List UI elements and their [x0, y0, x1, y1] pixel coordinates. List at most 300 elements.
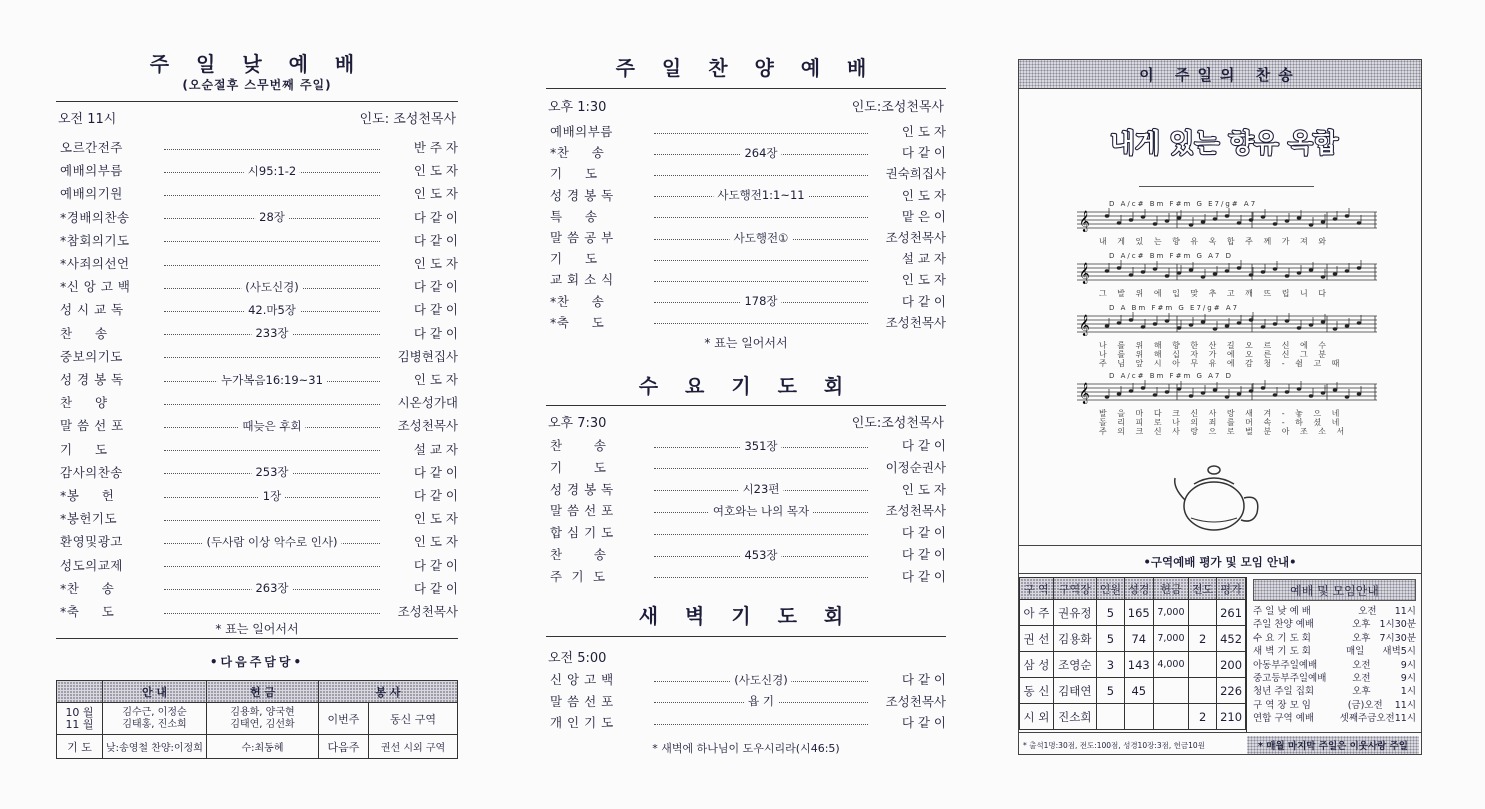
duty-service-when: 다음주 [319, 735, 369, 759]
group-bible-cell: 143 [1124, 652, 1153, 678]
duty-row-label: 기 도 [57, 735, 103, 759]
music-note [1213, 327, 1218, 330]
music-note [1225, 395, 1230, 398]
schedule-panel [1246, 577, 1422, 732]
order-item-label: 찬 송 [550, 438, 607, 453]
music-note [1261, 386, 1266, 389]
leader-dots [654, 534, 868, 535]
leader-dots [654, 260, 868, 261]
group-row [1020, 652, 1246, 678]
group-area-cell: 동 신 [1020, 678, 1054, 704]
group-evang-cell: 2 [1189, 704, 1217, 730]
group-evaluation-table [1019, 577, 1246, 730]
hymn-title-logo [1109, 108, 1339, 178]
leader-dots [164, 488, 380, 503]
praise-leader: 인도:조성천목사 [851, 100, 944, 115]
order-row [546, 247, 946, 269]
order-item-label: 성 경 봉 독 [60, 372, 124, 387]
order-item-label: 감사의찬송 [60, 464, 123, 480]
leader-dots [164, 534, 380, 549]
order-row [56, 182, 458, 204]
music-note [1225, 214, 1230, 217]
leader-dots [164, 265, 380, 266]
leader-dots [654, 133, 868, 134]
order-item-label: 찬 송 [60, 325, 108, 341]
lyric-line: 주 의 크 신 사 랑 으 로 벌 분 아 조 소 서 [1099, 427, 1349, 436]
order-row [56, 298, 458, 320]
wednesday-time: 오후 7:30 [548, 416, 607, 431]
order-item-label: 환영및광고 [60, 534, 123, 550]
music-note [1333, 388, 1338, 391]
order-item-label: 신 앙 고 백 [550, 672, 614, 687]
music-note [1273, 393, 1278, 396]
order-item-person: 인 도 자 [901, 187, 946, 203]
leader-dots [164, 195, 380, 196]
schedule-name: 새 벽 기 도 회 [1253, 646, 1311, 658]
music-note [1321, 320, 1326, 323]
music-note [1201, 220, 1206, 223]
order-row [546, 184, 946, 206]
order-row [546, 226, 946, 248]
order-row [546, 565, 946, 587]
group-offering-cell: 7,000 [1153, 626, 1188, 652]
order-row [56, 275, 458, 297]
music-note [1357, 321, 1362, 324]
group-evaluation-title: •구역예배 평가 및 모임 안내• [1143, 555, 1297, 569]
leader-dots [654, 281, 868, 282]
schedule-name: 중고등부주일예배 [1253, 672, 1327, 684]
chord-line: D A Bm F#m G E7/g# A7 [1109, 304, 1240, 312]
schedule-time: 오후 7시30분 [1352, 632, 1416, 644]
duty-prayer-cell: 수:최동혜 [207, 735, 319, 759]
leader-dots [654, 482, 868, 497]
group-leader-cell: 김태연 [1053, 678, 1096, 704]
leader-dots [164, 163, 380, 178]
group-offering-cell [1153, 678, 1188, 704]
schedule-time: 오전 9시 [1352, 659, 1416, 671]
music-note [1249, 389, 1254, 392]
group-row [1020, 678, 1246, 704]
order-row [56, 530, 458, 552]
lyric-line: 나 를 위 해 향 한 산 길 오 르 신 에 수 [1099, 341, 1330, 350]
music-note [1237, 266, 1242, 269]
order-item-detail: 42.마5장 [244, 302, 300, 318]
logo-underline [1139, 186, 1314, 187]
duty-header-service: 봉 사 [319, 681, 458, 703]
schedule-name: 수 요 기 도 회 [1253, 632, 1311, 644]
music-note [1357, 392, 1362, 395]
music-note [1129, 389, 1134, 392]
order-item-detail: 28장 [255, 209, 289, 225]
music-note [1321, 220, 1326, 223]
order-row [56, 461, 458, 483]
hymn-title-text: 내게 있는 향유 옥합 [1109, 129, 1339, 159]
music-note [1297, 387, 1302, 390]
order-item-label: 기 도 [550, 251, 598, 267]
order-item-detail: 263장 [251, 580, 292, 596]
order-item-person: 다 같 이 [413, 557, 458, 573]
order-row [56, 438, 458, 460]
leader-dots [164, 302, 380, 317]
order-item-person: 인 도 자 [901, 124, 946, 139]
music-note [1297, 271, 1302, 274]
music-note [1237, 392, 1242, 395]
order-item-label: 교 회 소 식 [550, 272, 614, 288]
order-item-label: 성 시 교 독 [60, 302, 124, 318]
leader-dots [654, 438, 868, 453]
order-row [56, 252, 458, 274]
order-item-person: 다 같 이 [901, 672, 946, 687]
dawn-verse-note: * 새벽에 하나님이 도우시리라(시46:5) [652, 742, 840, 755]
lyric-line: 발 을 마 다 크 신 사 랑 새 겨 - 놓 으 네 [1099, 409, 1344, 418]
duty-service-group: 권선 시외 구역 [369, 735, 458, 759]
music-note [1105, 395, 1110, 398]
order-row [56, 368, 458, 390]
leader-dots [654, 724, 868, 725]
divider [56, 638, 458, 639]
schedule-row [1247, 710, 1422, 723]
order-item-label: 개 인 기 도 [550, 715, 614, 730]
order-item-label: *축 도 [60, 604, 115, 619]
group-score-cell: 452 [1217, 626, 1246, 652]
duty-prayer-cell: 낮:송영철 찬양:이정희 [103, 735, 207, 759]
group-score-cell: 200 [1217, 652, 1246, 678]
music-note [1321, 275, 1326, 278]
order-item-person: 다 같 이 [413, 209, 458, 225]
music-note [1273, 322, 1278, 325]
lyric-line: 돌 리 피 로 나 의 죄 를 머 속 - 하 셨 네 [1099, 418, 1344, 427]
music-note [1249, 318, 1254, 321]
music-note [1105, 324, 1110, 327]
music-note [1261, 270, 1266, 273]
order-item-person: 다 같 이 [413, 464, 458, 480]
music-note [1141, 325, 1146, 328]
schedule-name: 구 역 장 모 임 [1253, 699, 1311, 711]
group-count-cell: 5 [1096, 678, 1124, 704]
group-evang-cell [1189, 678, 1217, 704]
order-item-label: 기 도 [550, 459, 607, 475]
schedule-time: (금)오전 11시 [1347, 699, 1416, 711]
leader-dots [164, 326, 380, 341]
order-row [56, 484, 458, 506]
music-note [1201, 320, 1206, 323]
music-note [1189, 394, 1194, 397]
duty-offering-cell: 김용화, 양국현 김태연, 김선화 [207, 703, 319, 735]
order-row [56, 206, 458, 228]
order-item-person: 조성천목사 [885, 314, 946, 330]
order-row [56, 345, 458, 367]
leader-dots [164, 357, 380, 358]
order-row [546, 162, 946, 184]
group-score-cell: 261 [1217, 600, 1246, 626]
music-note [1105, 269, 1110, 272]
praise-time-row [548, 96, 944, 115]
music-note [1333, 272, 1338, 275]
schedule-time: 오전 9시 [1352, 672, 1416, 684]
order-item-person: 설 교 자 [413, 441, 458, 457]
order-item-label: *축 도 [550, 314, 605, 330]
leader-dots [654, 230, 868, 245]
leader-dots [654, 323, 868, 324]
music-note [1249, 218, 1254, 221]
order-item-detail: (두사람 이상 악수로 인사) [202, 534, 341, 550]
order-item-label: 합 심 기 도 [550, 525, 614, 541]
group-leader-cell: 진소희 [1053, 704, 1096, 730]
group-offering-cell: 7,000 [1153, 600, 1188, 626]
group-header-cell: 구 역 [1020, 578, 1054, 600]
schedule-time: 오후 1시30분 [1352, 619, 1416, 631]
group-leader-cell: 조영순 [1053, 652, 1096, 678]
order-item-detail: 351장 [740, 438, 781, 454]
hymn-of-week-header: 이 주일의 찬송 [1019, 60, 1421, 89]
schedule-time: 셋째주금오전11시 [1339, 713, 1416, 725]
leader-dots [164, 450, 380, 451]
order-item-label: 말 씀 선 포 [550, 693, 614, 709]
schedule-row [1247, 630, 1422, 643]
order-item-detail: 1장 [259, 488, 285, 504]
order-row [546, 478, 946, 500]
sunday-time: 오전 11시 [58, 112, 117, 127]
leader-dots [164, 418, 380, 433]
order-item-label: 찬 양 [60, 395, 108, 411]
order-item-person: 다 같 이 [901, 547, 946, 562]
order-row [56, 600, 458, 622]
order-item-person: 다 같 이 [413, 325, 458, 341]
order-item-label: 주 기 도 [550, 568, 606, 584]
order-item-label: 기 도 [550, 166, 598, 182]
music-note [1345, 269, 1350, 272]
group-score-cell: 210 [1217, 704, 1246, 730]
order-row [56, 507, 458, 529]
order-item-person: 이정순권사 [885, 459, 946, 475]
group-header-cell: 평가 [1217, 578, 1246, 600]
order-item-label: *신 앙 고 백 [60, 279, 131, 295]
order-item-label: 성 경 봉 독 [550, 187, 614, 203]
group-offering-cell [1153, 704, 1188, 730]
music-note [1141, 386, 1146, 389]
hymn-box [1018, 59, 1422, 755]
order-row [546, 456, 946, 478]
divider [1019, 545, 1421, 546]
leader-dots [654, 577, 868, 578]
order-item-person: 맡 은 이 [901, 208, 946, 224]
music-note [1165, 390, 1170, 393]
music-note [1345, 214, 1350, 217]
order-item-person: 시온성가대 [397, 395, 458, 411]
music-note [1153, 322, 1158, 325]
schedule-row [1247, 603, 1422, 616]
music-note [1345, 324, 1350, 327]
music-note [1225, 269, 1230, 272]
music-note [1153, 393, 1158, 396]
leader-dots [654, 468, 868, 469]
leader-dots [164, 404, 380, 405]
schedule-list [1247, 603, 1422, 724]
leader-dots [654, 694, 868, 708]
order-row [546, 120, 946, 142]
order-item-detail: 178장 [740, 293, 781, 309]
sunday-time-row [58, 108, 456, 127]
order-item-label: 예배의부름 [60, 163, 123, 179]
order-item-label: 말 씀 선 포 [60, 418, 124, 434]
leader-dots [164, 372, 380, 387]
music-note [1201, 275, 1206, 278]
order-item-person: 인 도 자 [413, 186, 458, 202]
order-item-detail: 264장 [740, 145, 781, 161]
music-note [1309, 394, 1314, 397]
divider [56, 101, 458, 102]
sunday-worship-title: 주 일 낮 예 배 [149, 52, 365, 76]
leader-dots [164, 149, 380, 150]
order-item-person: 다 같 이 [413, 488, 458, 503]
lyric-line: 그 발 위 에 입 맞 추 고 깨 뜨 립 니 다 [1099, 289, 1330, 298]
duty-table [56, 680, 458, 759]
lyric-line: 내 게 있 는 향 유 옥 합 주 께 가 져 와 [1099, 237, 1330, 246]
schedule-time: 매일 새벽5시 [1345, 646, 1416, 658]
order-item-label: 오르간전주 [60, 140, 123, 155]
duty-guide-cell: 김수근, 이정순 김태홍, 진소희 [103, 703, 207, 735]
treble-clef-icon: 𝄞 [1079, 315, 1090, 336]
order-item-person: 인 도 자 [413, 534, 458, 550]
group-bible-cell [1124, 704, 1153, 730]
music-note [1189, 223, 1194, 226]
order-item-person: 인 도 자 [413, 163, 458, 179]
leader-dots [164, 279, 380, 294]
leader-dots [164, 581, 380, 596]
neighbor-love-footnote: * 매월 마지막 주일은 이웃사랑 주일 [1247, 736, 1419, 754]
leader-dots [654, 294, 868, 309]
order-row [56, 322, 458, 344]
music-note [1117, 392, 1122, 395]
order-item-person: 인 도 자 [901, 481, 946, 497]
music-note [1105, 214, 1110, 217]
chord-line: D A/c# Bm F#m G A7 D [1109, 372, 1233, 380]
music-note [1189, 268, 1194, 271]
duty-service-group: 동신 구역 [369, 703, 458, 735]
group-count-cell: 3 [1096, 652, 1124, 678]
schedule-row [1247, 683, 1422, 696]
divider [546, 88, 946, 89]
music-note [1213, 388, 1218, 391]
order-row [546, 543, 946, 565]
order-item-label: 중보의기도 [60, 348, 123, 364]
schedule-time: 오전 11시 [1358, 606, 1416, 617]
lyric-line: 나 를 위 해 십 자 가 에 오 른 신 그 분 [1099, 350, 1330, 359]
next-week-duty-title: •다음주담당• [209, 655, 305, 669]
group-header-cell: 성경 [1124, 578, 1153, 600]
group-row [1020, 704, 1246, 730]
wednesday-prayer-title: 수 요 기 도 회 [638, 374, 854, 398]
leader-dots [654, 145, 868, 160]
lyric-line: 주 님 앞 시 아 무 유 에 감 청 - 쉼 고 때 [1099, 359, 1344, 368]
group-count-cell: 5 [1096, 626, 1124, 652]
music-note [1237, 321, 1242, 324]
order-row [546, 521, 946, 543]
group-area-cell: 시 외 [1020, 704, 1054, 730]
standing-note: * 표는 일어서서 [704, 336, 788, 350]
music-note [1333, 327, 1338, 330]
leader-dots [654, 188, 868, 203]
order-item-detail: (사도신경) [241, 279, 302, 295]
order-item-person: 다 같 이 [901, 568, 946, 584]
music-note [1321, 391, 1326, 394]
order-row [546, 311, 946, 333]
praise-worship-title: 주 일 찬 양 예 배 [615, 56, 877, 80]
group-evang-cell: 2 [1189, 626, 1217, 652]
music-note [1165, 274, 1170, 277]
music-note [1273, 222, 1278, 225]
music-note [1309, 223, 1314, 226]
music-staff [1077, 262, 1377, 284]
music-note [1141, 270, 1146, 273]
music-note [1249, 273, 1254, 276]
music-note [1309, 268, 1314, 271]
order-row [56, 229, 458, 251]
order-item-label: *찬 송 [550, 145, 605, 161]
order-item-person: 다 같 이 [413, 279, 458, 295]
leader-dots [164, 566, 380, 567]
music-note [1225, 324, 1230, 327]
order-item-label: *찬 송 [60, 580, 115, 596]
teapot-icon [1169, 458, 1269, 538]
dawn-time-row [548, 647, 944, 666]
order-row [546, 499, 946, 521]
music-note [1213, 217, 1218, 220]
music-note [1189, 323, 1194, 326]
music-note [1261, 325, 1266, 328]
schedule-name: 청년 주일 집회 [1253, 686, 1315, 698]
order-item-detail: 누가복음16:19~31 [217, 372, 327, 388]
divider [1019, 732, 1421, 733]
leader-dots [164, 241, 380, 242]
divider [1019, 573, 1421, 574]
leader-dots [654, 175, 868, 176]
order-item-detail: 시95:1-2 [244, 163, 300, 179]
music-note [1285, 219, 1290, 222]
order-item-detail: 사도행전1:1~11 [713, 187, 808, 203]
order-item-person: 조성천목사 [885, 230, 946, 245]
duty-service-when: 이번주 [319, 703, 369, 735]
group-header-cell: 헌금 [1153, 578, 1188, 600]
order-item-person: 조성천목사 [885, 693, 946, 709]
schedule-row [1247, 657, 1422, 670]
schedule-name: 아동부주일예배 [1253, 659, 1318, 671]
order-row [546, 290, 946, 312]
order-item-person: 권숙희집사 [885, 166, 946, 182]
group-area-cell: 아 주 [1020, 600, 1054, 626]
group-offering-cell: 4,000 [1153, 652, 1188, 678]
group-leader-cell: 권유정 [1053, 600, 1096, 626]
chord-line: D A/c# Bm F#m G A7 D [1109, 252, 1233, 260]
music-note [1297, 326, 1302, 329]
music-note [1237, 221, 1242, 224]
order-item-label: 성 경 봉 독 [550, 481, 614, 497]
leader-dots [164, 613, 380, 614]
duty-row-label: 10 월 11 월 [57, 703, 103, 735]
schedule-row [1247, 670, 1422, 683]
order-item-label: 특 송 [550, 208, 598, 224]
order-item-detail: 때늦은 후회 [238, 418, 305, 434]
order-item-person: 다 같 이 [901, 715, 946, 730]
leader-dots [654, 547, 868, 562]
order-item-person: 반 주 자 [413, 140, 458, 155]
music-note [1285, 274, 1290, 277]
hymn-and-groups-column [1018, 0, 1422, 809]
order-row [56, 159, 458, 181]
group-header-cell: 전도 [1189, 578, 1217, 600]
order-item-detail: 여호와는 나의 목자 [709, 503, 813, 519]
order-item-person: 다 같 이 [901, 293, 946, 309]
